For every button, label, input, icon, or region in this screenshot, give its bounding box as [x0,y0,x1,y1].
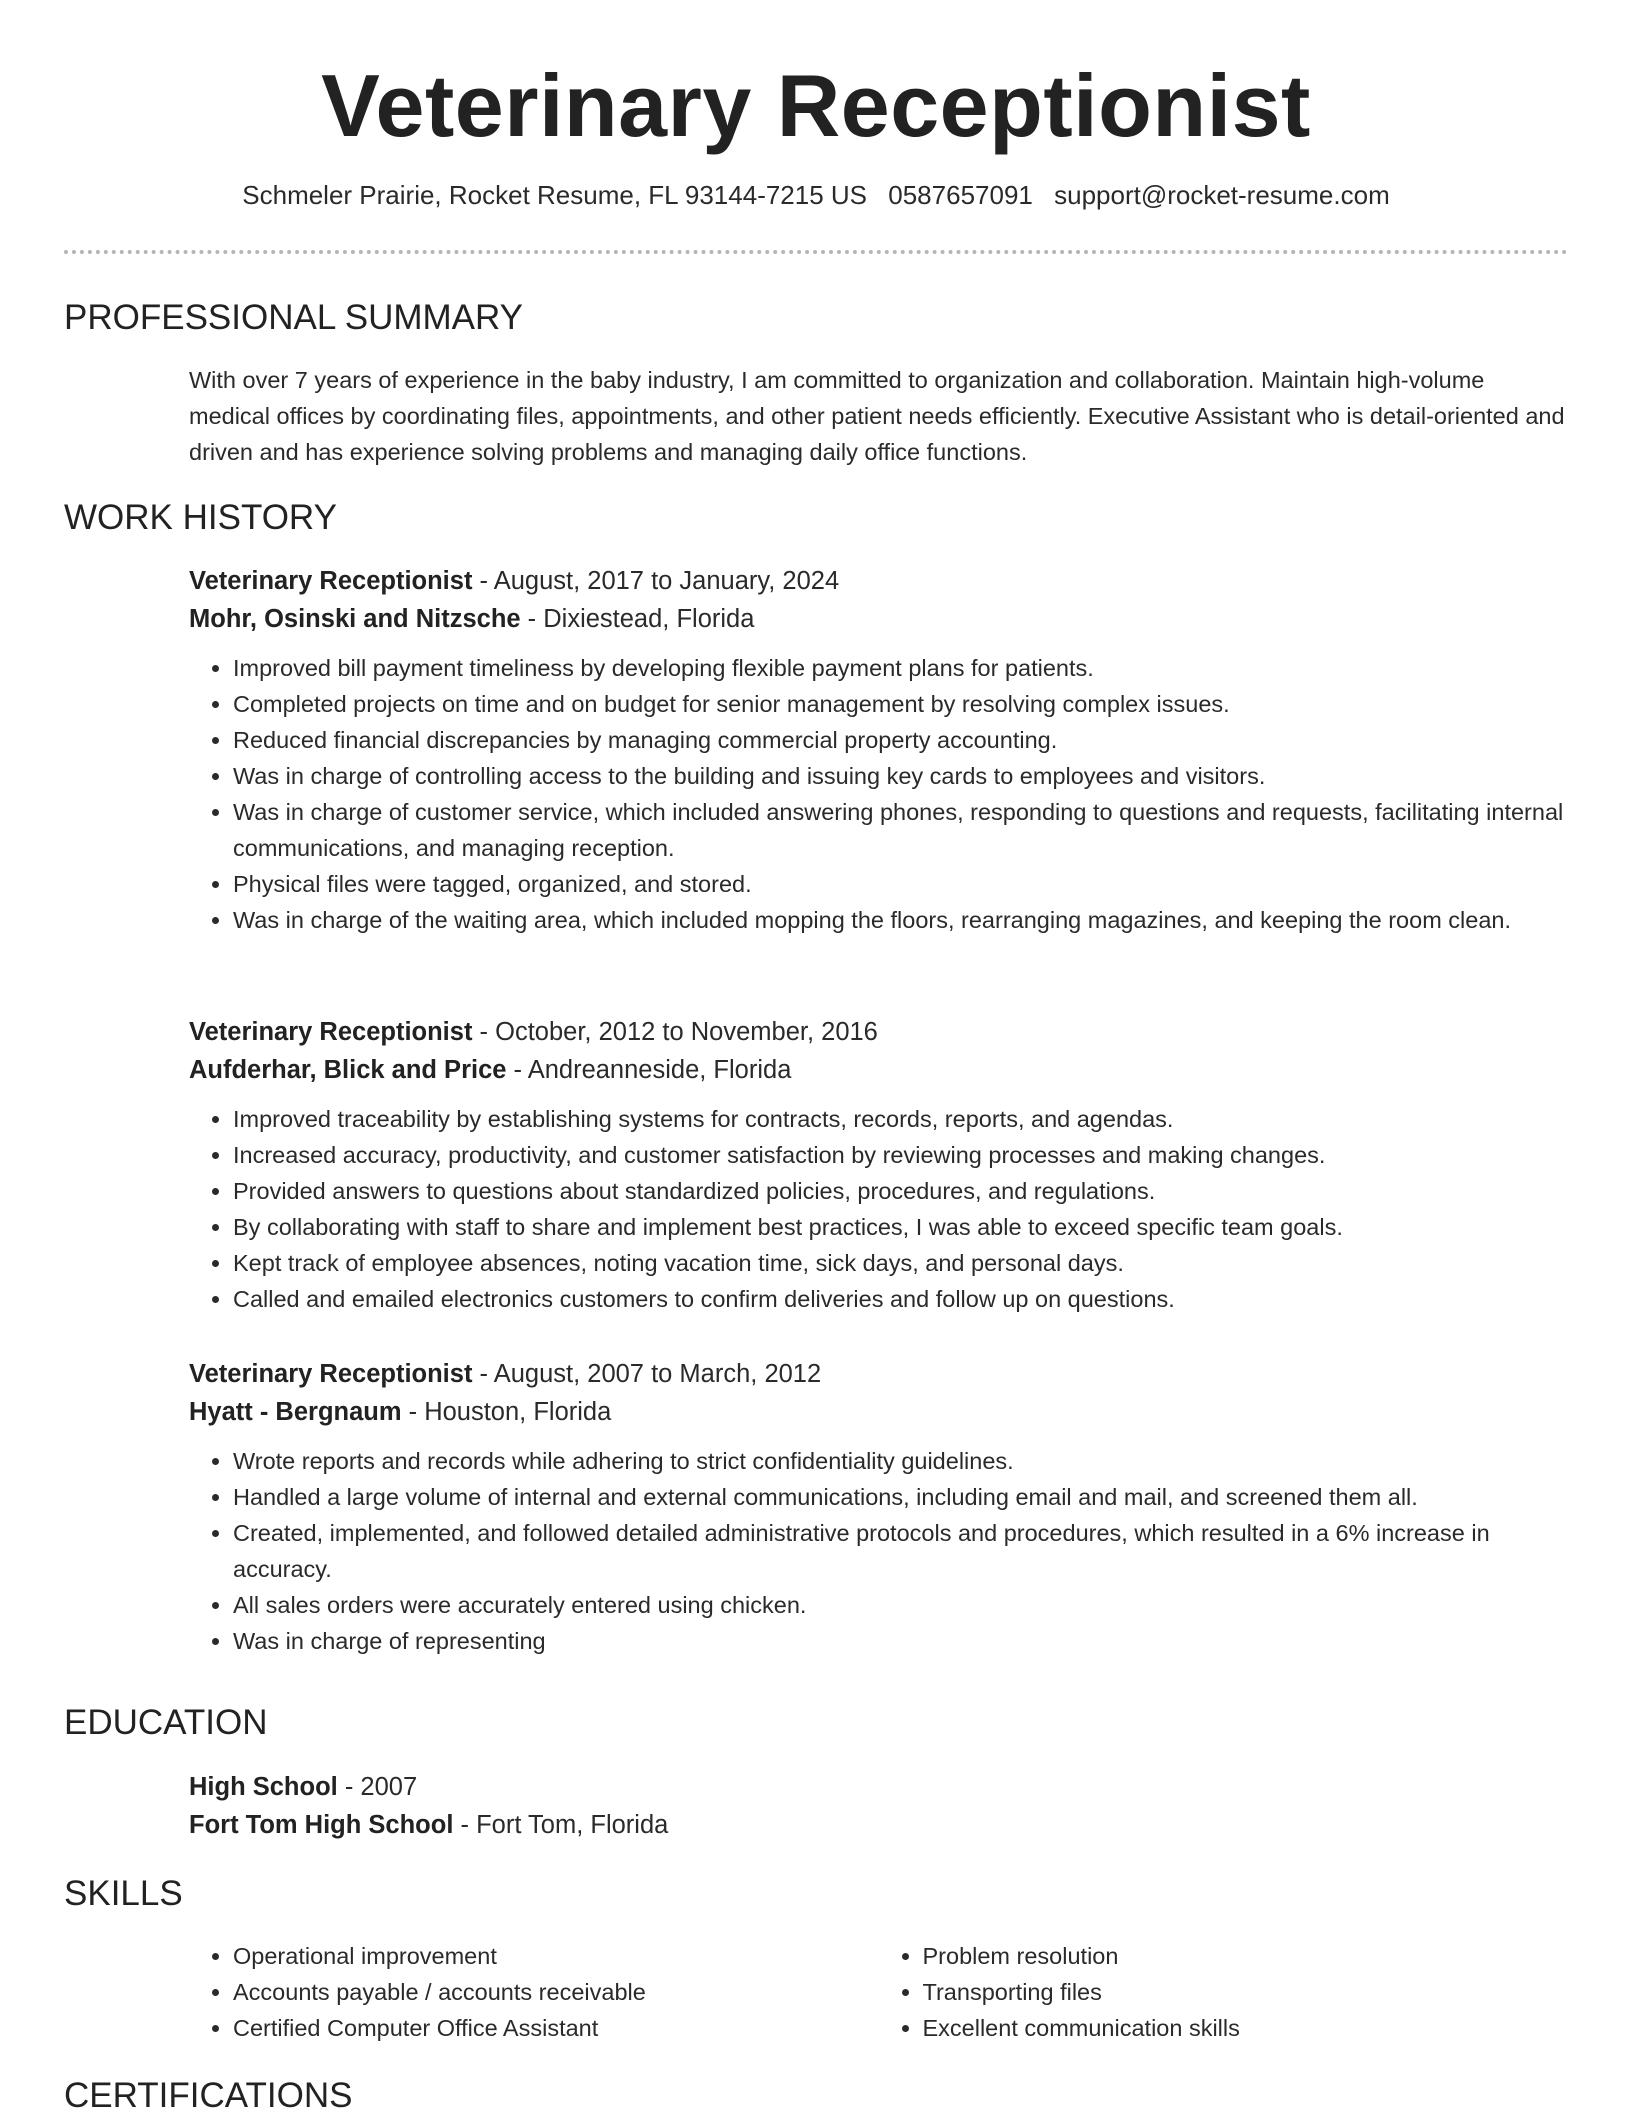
list-item: • Was in charge of the waiting area, which included mopping the floors, rearranging magazines, and keeping the room clean. [233,902,1568,938]
education-degree-line [189,1768,1568,1806]
skill-item: • Transporting files [923,1974,1569,2010]
candidate-name: Veterinary Receptionist [321,56,1311,155]
job-title-line [189,1355,1568,1393]
job-entry-2 [189,1013,1568,1317]
job-entry-1 [189,562,1568,938]
job-bullets [189,1101,1568,1317]
education-degree: High School [189,1773,338,1801]
job-location: - Houston, Florida [401,1398,612,1426]
job-dates: - August, 2017 to January, 2024 [472,567,840,595]
job-title-line [189,562,1568,600]
job-bullets [189,1443,1568,1659]
contact-info [0,180,1632,210]
list-item: • Created, implemented, and followed detailed administrative protocols and procedures, which resulted in a 6% increase in accuracy. [233,1515,1568,1587]
education-year: - 2007 [337,1773,418,1801]
contact-address: Schmeler Prairie, Rocket Resume, FL 93144-7215 US [242,180,868,210]
job-title-line [189,1013,1568,1051]
skills-heading: SKILLS [64,1874,183,1913]
job-dates: - October, 2012 to November, 2016 [472,1018,878,1046]
list-item: • Improved bill payment timeliness by developing flexible payment plans for patients. [233,650,1568,686]
skill-item: • Problem resolution [923,1938,1569,1974]
job-role: Veterinary Receptionist [189,1018,473,1046]
skill-item: • Excellent communication skills [923,2010,1569,2046]
work-history-heading: WORK HISTORY [64,498,337,537]
job-company: Mohr, Osinski and Nitzsche [189,605,521,633]
list-item: • Completed projects on time and on budget for senior management by resolving complex issues. [233,686,1568,722]
education-school-line [189,1806,1568,1844]
list-item: • Increased accuracy, productivity, and customer satisfaction by reviewing processes and making changes. [233,1137,1568,1173]
job-company: Aufderhar, Blick and Price [189,1056,507,1084]
job-company-line [189,600,1568,638]
job-dates: - August, 2007 to March, 2012 [472,1360,822,1388]
list-item: • Improved traceability by establishing systems for contracts, records, reports, and agendas. [233,1101,1568,1137]
list-item: • Kept track of employee absences, noting vacation time, sick days, and personal days. [233,1245,1568,1281]
education-school: Fort Tom High School [189,1811,454,1839]
contact-email: support@rocket-resume.com [1054,180,1390,210]
list-item: • Wrote reports and records while adhering to strict confidentiality guidelines. [233,1443,1568,1479]
header-divider [64,250,1568,254]
job-role: Veterinary Receptionist [189,1360,473,1388]
job-company-line [189,1393,1568,1431]
skills-column-right [879,1938,1569,2046]
list-item: • Reduced financial discrepancies by managing commercial property accounting. [233,722,1568,758]
list-item: • Was in charge of controlling access to the building and issuing key cards to employees and visitors. [233,758,1568,794]
job-entry-3 [189,1355,1568,1659]
education-location: - Fort Tom, Florida [453,1811,669,1839]
skills-column-left [189,1938,879,2046]
list-item: • Provided answers to questions about standardized policies, procedures, and regulations. [233,1173,1568,1209]
list-item: • Was in charge of customer service, which included answering phones, responding to questions and requests, facilitating internal communications, and managing reception. [233,794,1568,866]
contact-phone: 0587657091 [888,180,1033,210]
list-item: • Physical files were tagged, organized, and stored. [233,866,1568,902]
list-item: • Was in charge of representing [233,1623,1568,1659]
skills-list [189,1938,1568,2046]
job-role: Veterinary Receptionist [189,567,473,595]
summary-text: With over 7 years of experience in the baby industry, I am committed to organization and collaboration. Maintain high-volume medical offices by coordinating files, appointments, and other patient needs efficiently. Executive Assistant who is detail-oriented and driven and has experience solving problems and managing daily office functions. [189,367,1565,465]
skill-item: • Certified Computer Office Assistant [233,2010,879,2046]
list-item: • By collaborating with staff to share and implement best practices, I was able to exceed specific team goals. [233,1209,1568,1245]
education-heading: EDUCATION [64,1703,268,1742]
summary-heading: PROFESSIONAL SUMMARY [64,298,523,337]
job-company-line [189,1051,1568,1089]
job-bullets [189,650,1568,938]
skill-item: • Accounts payable / accounts receivable [233,1974,879,2010]
list-item: • Called and emailed electronics customers to confirm deliveries and follow up on questions. [233,1281,1568,1317]
list-item: • All sales orders were accurately entered using chicken. [233,1587,1568,1623]
certifications-heading: CERTIFICATIONS [64,2076,353,2115]
summary-section [189,362,1568,470]
skill-item: • Operational improvement [233,1938,879,1974]
education-entry [189,1768,1568,1844]
job-location: - Dixiestead, Florida [520,605,755,633]
list-item: • Handled a large volume of internal and external communications, including email and mail, and screened them all. [233,1479,1568,1515]
job-company: Hyatt - Bergnaum [189,1398,402,1426]
job-location: - Andreanneside, Florida [506,1056,792,1084]
